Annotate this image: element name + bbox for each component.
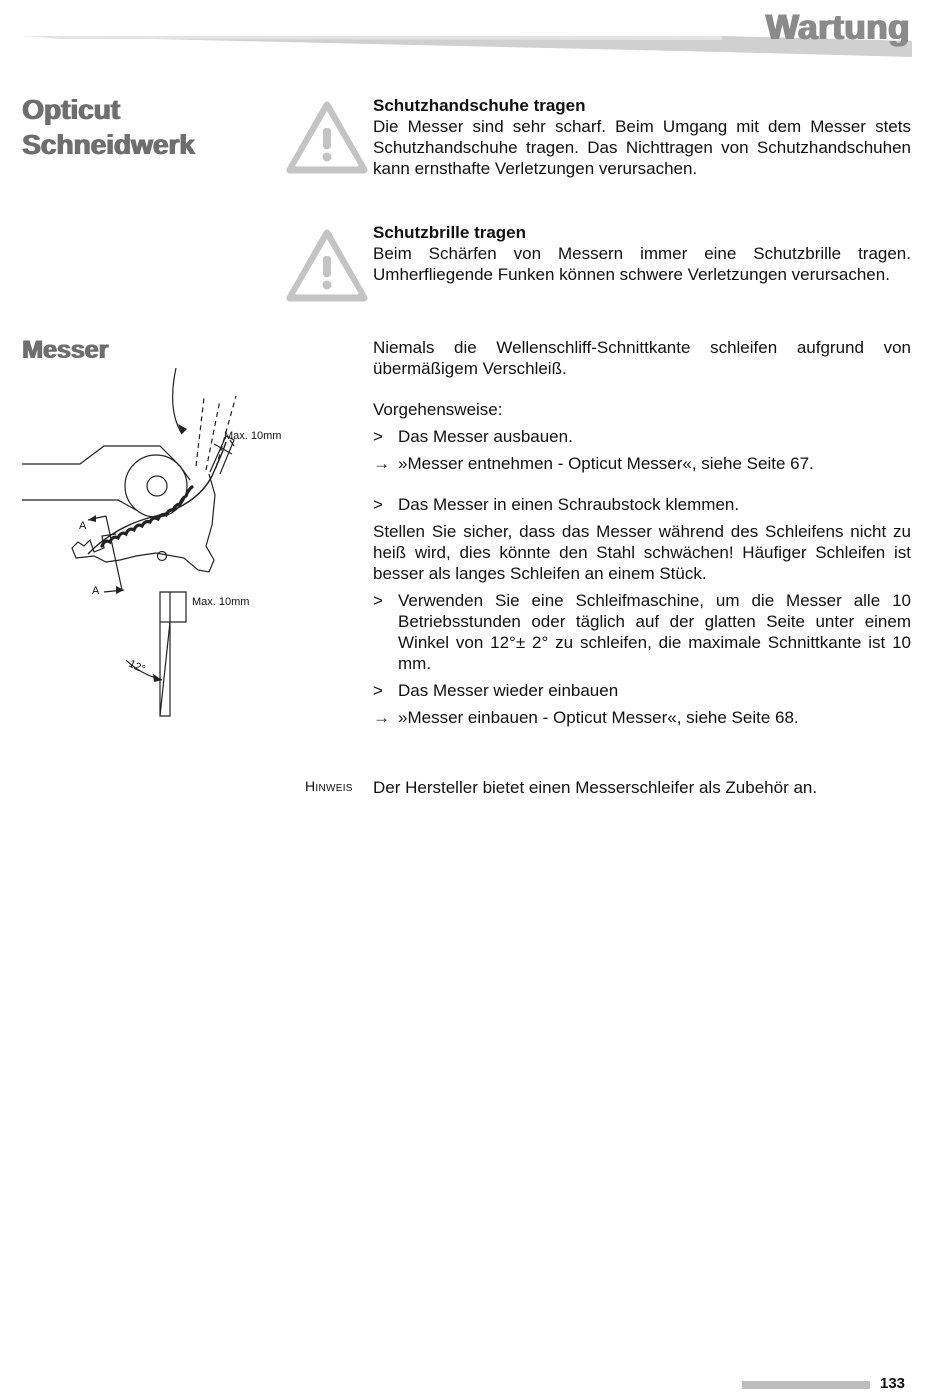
step-marker: >	[373, 681, 383, 700]
step-marker: >	[373, 591, 383, 610]
section-heading-line2: Schneidwerk	[22, 129, 195, 160]
step-text: Das Messer ausbauen.	[398, 427, 573, 446]
step-item	[373, 680, 911, 701]
step-item	[373, 590, 911, 674]
reference-arrow-icon: →	[373, 708, 390, 727]
messer-instructions	[373, 337, 911, 728]
step-marker: >	[373, 427, 383, 446]
footer-bar	[742, 1381, 870, 1389]
page-number: 133	[880, 1375, 906, 1392]
reference-item	[373, 453, 911, 474]
reference-text: »Messer entnehmen - Opticut Messer«, siehe Seite 67.	[398, 454, 814, 473]
note-label: Hinweis	[305, 778, 353, 794]
warning-body: Die Messer sind sehr scharf. Beim Umgang mit dem Messer stets Schutzhandschuhe tragen. Das Nichttragen von Schutzhandschuhen kann ernsthafte Verletzungen verursachen.	[373, 117, 911, 178]
step-item	[373, 494, 911, 515]
section-heading-line1: Opticut	[22, 94, 120, 125]
label-a-bottom: A	[92, 585, 100, 597]
warning-title: Schutzbrille tragen	[373, 223, 527, 242]
step-marker: >	[373, 495, 383, 514]
step-text: Das Messer wieder einbauen	[398, 681, 619, 700]
section-heading-opticut	[22, 92, 272, 162]
reference-arrow-icon: →	[373, 454, 390, 473]
warning-triangle-icon	[286, 228, 368, 302]
label-max-top: Max. 10mm	[224, 430, 282, 442]
label-a-top: A	[79, 520, 87, 532]
step-item	[373, 426, 911, 447]
caution-paragraph: Stellen Sie sicher, dass das Messer während des Schleifens nicht zu heiß wird, dies könnte den Stahl schwächen! Häufiger Schleifen ist besser als langes Schleifen an einem Stück.	[373, 522, 911, 583]
section-heading-messer: Messer	[22, 336, 109, 364]
reference-text: »Messer einbauen - Opticut Messer«, siehe Seite 68.	[398, 708, 799, 727]
step-text: Verwenden Sie eine Schleifmaschine, um die Messer alle 10 Betriebsstunden oder täglich auf der glatten Seite unter einem Winkel von 12°± 2° zu schleifen, die maximale Schnittkante ist 10 mm.	[398, 591, 911, 673]
warning-safety-goggles	[373, 222, 911, 285]
label-angle: 12°	[126, 657, 147, 676]
knife-sharpening-illustration	[20, 360, 300, 730]
label-max-bottom: Max. 10mm	[192, 596, 250, 608]
warning-title: Schutzhandschuhe tragen	[373, 96, 586, 115]
note-text: Der Hersteller bietet einen Messerschleifer als Zubehör an.	[373, 778, 818, 797]
warning-triangle-icon	[286, 100, 368, 174]
intro-paragraph: Niemals die Wellenschliff-Schnittkante schleifen aufgrund von übermäßigem Verschleiß.	[373, 338, 911, 378]
warning-protective-gloves	[373, 95, 911, 179]
procedure-label: Vorgehensweise:	[373, 400, 503, 419]
header-title: Wartung	[765, 8, 910, 47]
warning-body: Beim Schärfen von Messern immer eine Schutzbrille tragen. Umherfliegende Funken können schwere Verletzungen verursachen.	[373, 244, 911, 284]
step-text: Das Messer in einen Schraubstock klemmen.	[398, 495, 740, 514]
reference-item	[373, 707, 911, 728]
